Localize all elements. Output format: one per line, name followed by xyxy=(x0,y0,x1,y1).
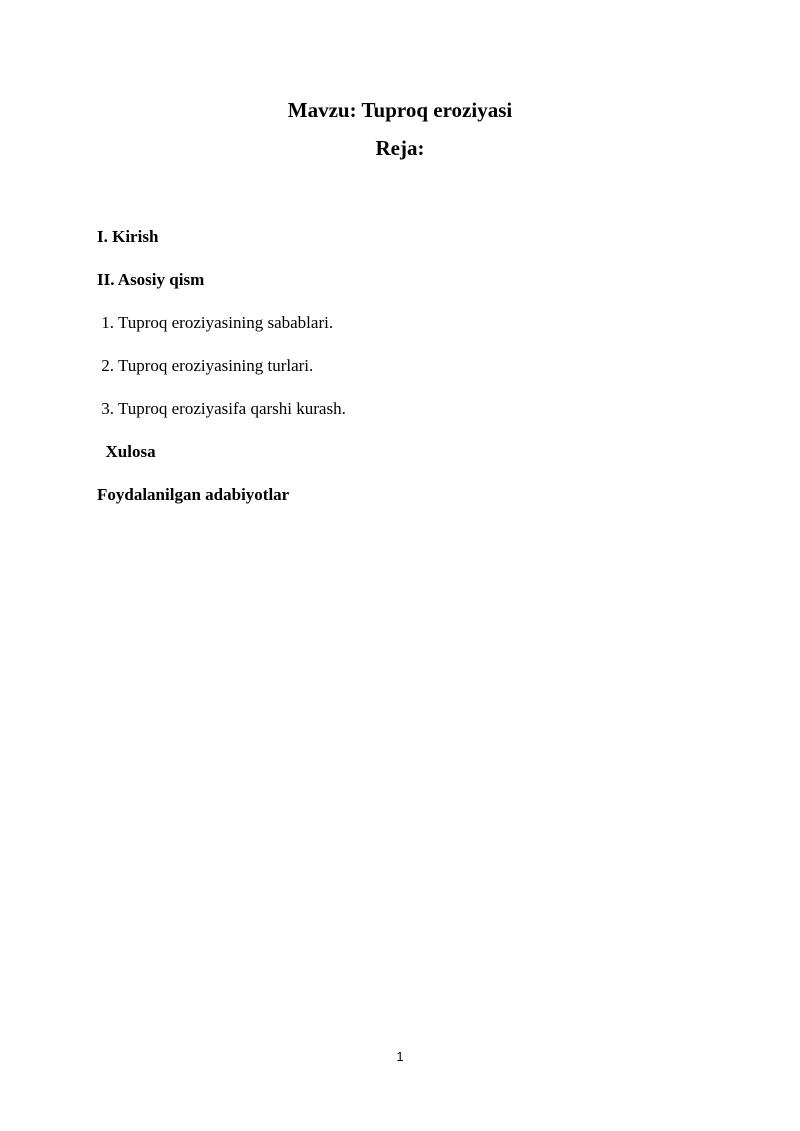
plan-item-main-part: II. Asosiy qism xyxy=(97,270,205,289)
plan-subitem-types: 2. Tuproq eroziyasining turlari. xyxy=(97,356,314,375)
plan-item-references: Foydalanilgan adabiyotlar xyxy=(97,485,290,504)
plan-item-introduction: I. Kirish xyxy=(97,227,159,246)
plan-item-conclusion: Xulosa xyxy=(97,442,156,461)
page-number: 1 xyxy=(396,1049,404,1064)
plan-subitem-causes: 1. Tuproq eroziyasining sabablari. xyxy=(97,313,334,332)
plan-subitem-control: 3. Tuproq eroziyasifa qarshi kurash. xyxy=(97,399,346,418)
plan-heading: Reja: xyxy=(375,136,425,160)
document-title: Mavzu: Tuproq eroziyasi xyxy=(287,98,513,122)
